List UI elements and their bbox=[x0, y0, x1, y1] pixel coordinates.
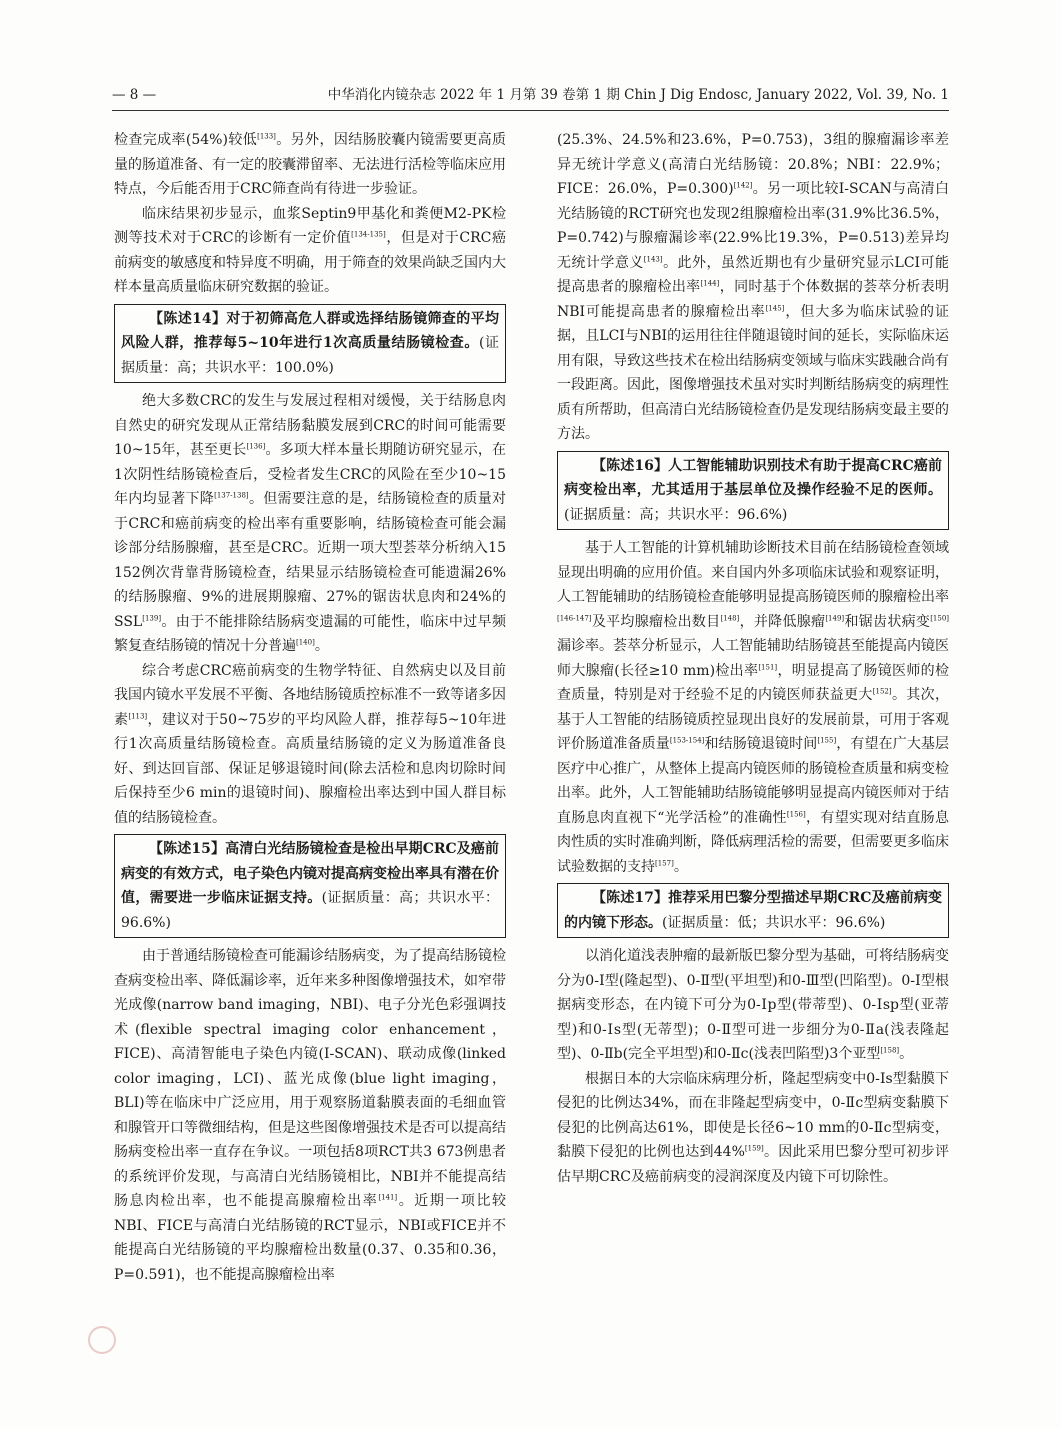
evidence-level: (证据质量：高；共识水平：100.0%) bbox=[121, 335, 499, 376]
citation: [155] bbox=[817, 736, 837, 745]
citation: [136] bbox=[246, 442, 266, 451]
paragraph: 综合考虑CRC癌前病变的生物学特征、自然病史以及目前我国内镜水平发展不平衡、各地结肠镜质控标准不一致等诸多因素[113]，建议对于50~75岁的平均风险人群，推荐每5~10年进行1次高质量结肠镜检查。高质量结肠镜的定义为肠道准备良好、到达回盲部、保证足够退镜时间(除去活检和息肉切除时间后保持至少6 min的退镜时间)、腺瘤检出率达到中国人群目标值的结肠镜检查。 bbox=[114, 662, 507, 826]
citation: [153-154] bbox=[669, 736, 705, 745]
citation: [156] bbox=[786, 809, 806, 818]
citation: [134-135] bbox=[351, 230, 386, 239]
statement-text: 【陈述15】高清白光结肠镜检查是检出早期CRC及癌前病变的有效方式，电子染色内镜对提高病变检出率具有潜在价值，需要进一步临床证据支持。 bbox=[121, 841, 499, 906]
citation: [159] bbox=[744, 1144, 764, 1153]
statement-box-17 bbox=[557, 883, 949, 938]
publisher-seal-icon bbox=[88, 1326, 116, 1354]
evidence-level: (证据质量：高；共识水平：96.6%) bbox=[564, 506, 788, 523]
left-column bbox=[114, 128, 506, 1287]
citation: [141] bbox=[378, 1193, 398, 1202]
paragraph: 临床结果初步显示，血浆Septin9甲基化和粪便M2-PK检测等技术对于CRC的诊断有一定价值[134-135]，但是对于CRC癌前病变的敏感度和特异度不明确，用于筛查的效果尚缺乏国内大样本量高质量临床研究数据的验证。 bbox=[114, 205, 506, 295]
running-header bbox=[112, 84, 949, 106]
statement-text: 【陈述14】对于初筛高危人群或选择结肠镜筛查的平均风险人群，推荐每5~10年进行1次高质量结肠镜检查。 bbox=[121, 310, 499, 351]
citation: [146-147] bbox=[557, 613, 592, 622]
citation: [157] bbox=[655, 858, 674, 867]
citation: [151] bbox=[758, 662, 778, 671]
citation: [148] bbox=[720, 613, 740, 622]
statement-box-14 bbox=[114, 304, 506, 384]
paragraph: 绝大多数CRC的发生与发展过程相对缓慢，关于结肠息肉自然史的研究发现从正常结肠黏膜发展到CRC的时间可能需要10~15年，甚至更长[136]。多项大样本量长期随访研究显示，在1次阴性结肠镜检查后，受检者发生CRC的风险在至少10~15年内均显著下降[137-138]。但需要注意的是，结肠镜检查的质量对于CRC和癌前病变的检出率有重要影响，结肠镜检查可能会漏诊部分结肠腺瘤，甚至是CRC。近期一项大型荟萃分析纳入15 152例次背靠背肠镜检查，结果显示结肠镜检查可能遗漏26%的结肠腺瘤、9%的进展期腺瘤、27%的锯齿状息肉和24%的SSL[139]。由于不能排除结肠病变遗漏的可能性，临床中过早频繁复查结肠镜的情况十分普遍[140]。 bbox=[114, 393, 507, 654]
citation: [144] bbox=[700, 279, 720, 288]
statement-text: 【陈述16】人工智能辅助识别技术有助于提高CRC癌前病变检出率，尤其适用于基层单位及操作经验不足的医师。 bbox=[564, 457, 942, 498]
citation: [150] bbox=[930, 613, 950, 622]
citation: [158] bbox=[880, 1046, 900, 1055]
paragraph: 根据日本的大宗临床病理分析，隆起型病变中0-Ⅰs型黏膜下侵犯的比例达34%，而在非隆起型病变中，0-Ⅱc型病变黏膜下侵犯的比例高达61%，即使是长径6~10 mm的0-Ⅱc型病变，黏膜下侵犯的比例也达到44%[159]。因此采用巴黎分型可初步评估早期CRC及癌前病变的浸润深度及内镜下可切除性。 bbox=[557, 1070, 949, 1185]
paragraph: 检查完成率(54%)较低[133]。另外，因结肠胶囊内镜需要更高质量的肠道准备、有一定的胶囊滞留率、无法进行活检等临床应用特点，今后能否用于CRC筛查尚有待进一步验证。 bbox=[114, 132, 507, 197]
statement-text: 【陈述17】推荐采用巴黎分型描述早期CRC及癌前病变的内镜下形态。 bbox=[564, 890, 942, 931]
evidence-level: (证据质量：低；共识水平：96.6%) bbox=[662, 914, 886, 931]
citation: [137-138] bbox=[214, 491, 249, 500]
page-number: — 8 — bbox=[112, 87, 157, 103]
statement-box-16 bbox=[557, 451, 949, 531]
citation: [142] bbox=[733, 181, 753, 190]
citation: [140] bbox=[296, 638, 315, 647]
journal-citation: 中华消化内镜杂志 2022 年 1 月第 39 卷第 1 期 Chin J Dig Endosc, January 2022, Vol. 39, No. 1 bbox=[327, 87, 949, 103]
right-column bbox=[557, 128, 949, 1189]
evidence-level: (证据质量：高；共识水平：96.6%) bbox=[121, 890, 499, 931]
header-rule bbox=[112, 110, 949, 111]
citation: [113] bbox=[128, 711, 148, 720]
paragraph: 以消化道浅表肿瘤的最新版巴黎分型为基础，可将结肠病变分为0-Ⅰ型(隆起型)、0-Ⅱ型(平坦型)和0-Ⅲ型(凹陷型)。0-Ⅰ型根据病变形态，在内镜下可分为0-Ⅰp型(带蒂型)、0-Ⅰsp型(亚蒂型)和0-Ⅰs型(无蒂型)；0-Ⅱ型可进一步细分为0-Ⅱa(浅表隆起型)、0-Ⅱb(完全平坦型)和0-Ⅱc(浅表凹陷型)3个亚型[158]。 bbox=[557, 948, 949, 1062]
paragraph: 由于普通结肠镜检查可能漏诊结肠病变，为了提高结肠镜检查病变检出率、降低漏诊率，近年来多种图像增强技术，如窄带光成像(narrow band imaging，NBI)、电子分光色彩强调技术(flexible spectral imaging color enhancement，FICE)、高清智能电子染色内镜(I-SCAN)、联动成像(linked color imaging，LCI)、蓝光成像(blue light imaging，BLI)等在临床中广泛应用，用于观察肠道黏膜表面的毛细血管和腺管开口等微细结构，但是这些图像增强技术是否可以提高结肠病变检出率一直存在争议。一项包括8项RCT共3 673例患者的系统评价发现，与高清白光结肠镜相比，NBI并不能提高结肠息肉检出率，也不能提高腺瘤检出率[141]。近期一项比较NBI、FICE与高清白光结肠镜的RCT显示，NBI或FICE并不能提高白光结肠镜的平均腺瘤检出数量(0.37、0.35和0.36，P=0.591)，也不能提高腺瘤检出率 bbox=[114, 948, 507, 1283]
citation: [149] bbox=[825, 613, 845, 622]
citation: [139] bbox=[142, 613, 162, 622]
citation: [152] bbox=[872, 687, 892, 696]
publisher-watermark bbox=[88, 1324, 528, 1354]
paragraph: (25.3%、24.5%和23.6%，P=0.753)，3组的腺瘤漏诊率差异无统计学意义(高清白光结肠镜：20.8%；NBI：22.9%；FICE：26.0%，P=0.300)[142]。另一项比较I-SCAN与高清白光结肠镜的RCT研究也发现2组腺瘤检出率(31.9%比36.5%，P=0.742)与腺瘤漏诊率(22.9%比19.3%，P=0.513)差异均无统计学意义[143]。此外，虽然近期也有少量研究显示LCI可能提高患者的腺瘤检出率[144]，同时基于个体数据的荟萃分析表明NBI可能提高患者的腺瘤检出率[145]，但大多为临床试验的证据，且LCI与NBI的运用往往伴随退镜时间的延长，实际临床运用有限，导致这些技术在检出结肠病变领域与临床实践融合尚有一段距离。因此，图像增强技术虽对实时判断结肠病变的病理性质有所帮助，但高清白光结肠镜检查仍是发现结肠病变最主要的方法。 bbox=[557, 132, 950, 442]
citation: [133] bbox=[257, 132, 276, 141]
statement-box-15 bbox=[114, 834, 506, 938]
citation: [143] bbox=[643, 254, 663, 263]
citation: [145] bbox=[765, 303, 785, 312]
paragraph: 基于人工智能的计算机辅助诊断技术目前在结肠镜检查领域显现出明确的应用价值。来自国内外多项临床试验和观察证明，人工智能辅助的结肠镜检查能够明显提高肠镜医师的腺瘤检出率[146-147]及平均腺瘤检出数目[148]，并降低腺瘤[149]和锯齿状病变[150]漏诊率。荟萃分析显示，人工智能辅助结肠镜甚至能提高内镜医师大腺瘤(长径≥10 mm)检出率[151]，明显提高了肠镜医师的检查质量，特别是对于经验不足的内镜医师获益更大[152]。其次，基于人工智能的结肠镜质控显现出良好的发展前景，可用于客观评价肠道准备质量[153-154]和结肠镜退镜时间[155]，有望在广大基层医疗中心推广，从整体上提高内镜医师的肠镜检查质量和病变检出率。此外，人工智能辅助结肠镜能够明显提高内镜医师对于结直肠息肉直视下“光学活检”的准确性[156]，有望实现对结直肠息肉性质的实时准确判断，降低病理活检的需要，但需要更多临床试验数据的支持[157]。 bbox=[557, 540, 950, 875]
